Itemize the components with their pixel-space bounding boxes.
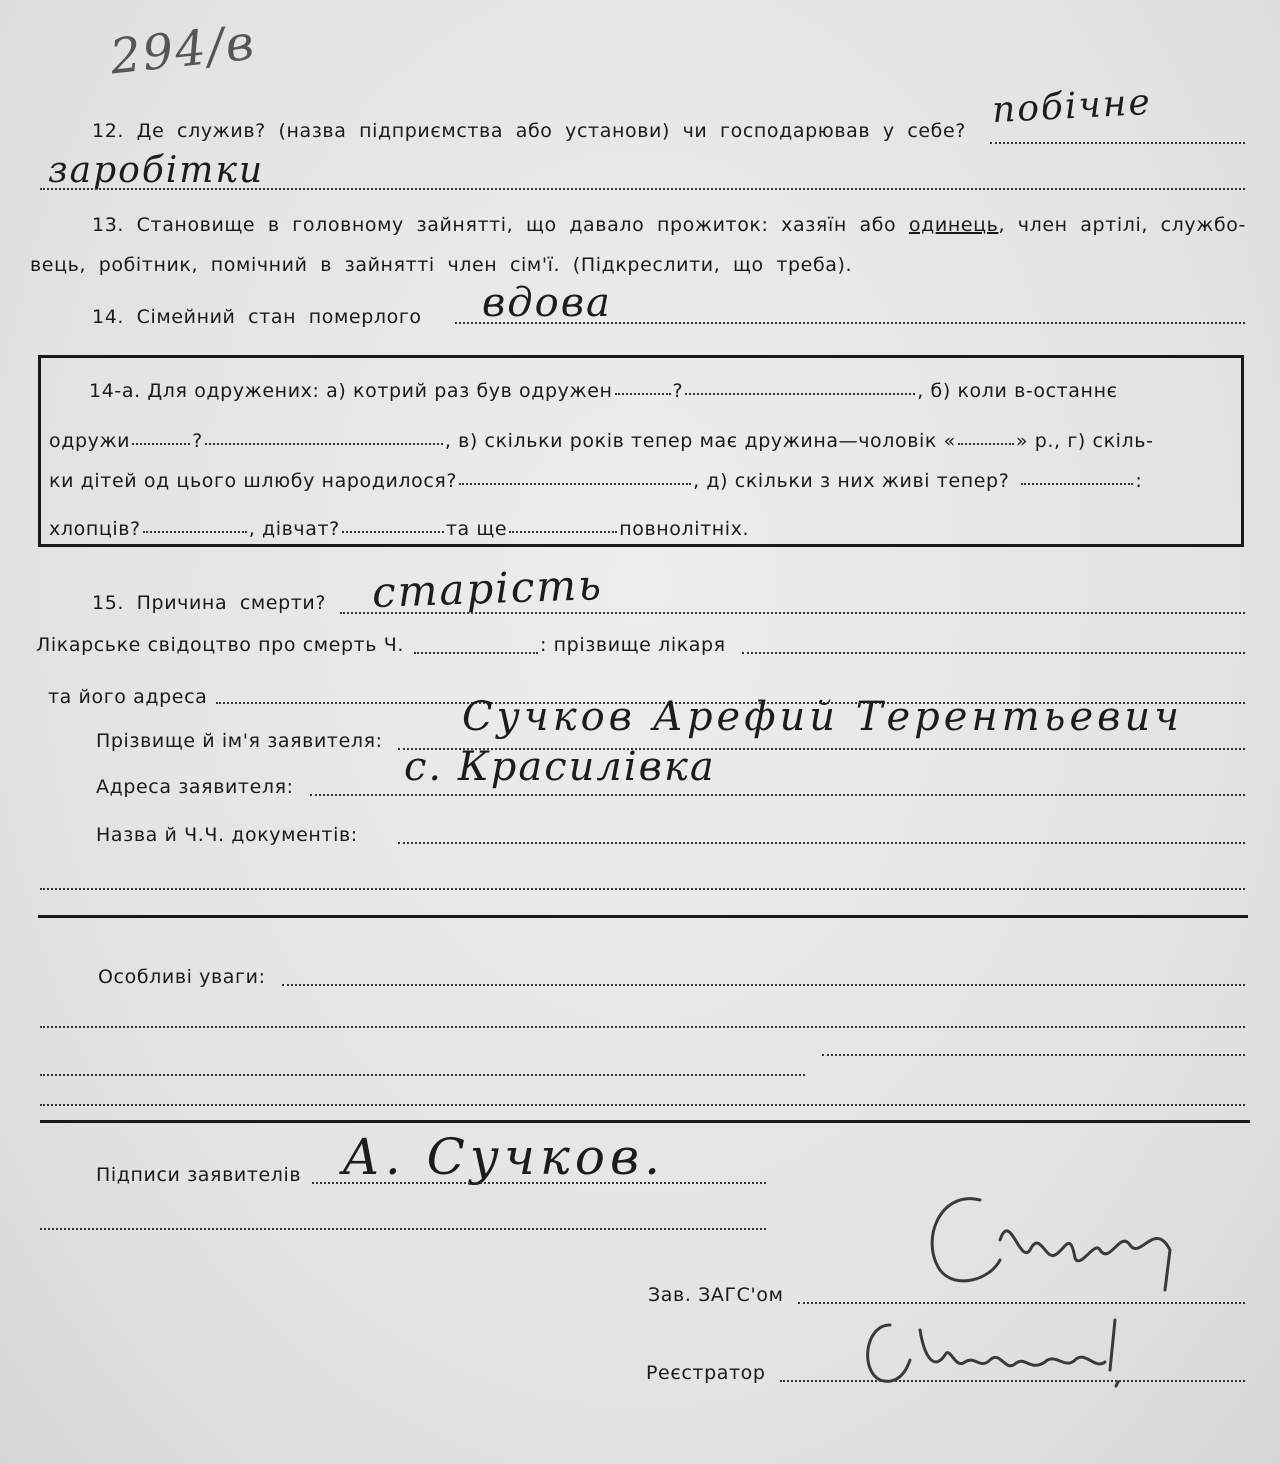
applicant-signature: А. Сучков. xyxy=(342,1128,665,1186)
q14a-l1-a: 14-а. Для одружених: а) котрий раз був одружен xyxy=(89,380,613,402)
q15-answer: старість xyxy=(371,559,604,618)
q14a-l4-b: , дівчат? xyxy=(248,518,340,540)
applicants-signature-label: Підписи заявителів xyxy=(96,1164,302,1186)
q14a-l3-c: : xyxy=(1135,470,1143,492)
q13-text-after: , член артілі, службо- xyxy=(998,214,1246,236)
q14a-l1-b: ? xyxy=(672,380,684,402)
remarks-line-3a xyxy=(40,1074,805,1076)
q14a-l2-a: одружи xyxy=(49,430,131,452)
q14a-fill-1 xyxy=(615,392,671,395)
q14a-l4-d: повнолітніх. xyxy=(619,518,750,540)
q14a-fill-4 xyxy=(205,442,443,445)
q14a-l2-c: , в) скільки років тепер має дружина—чоловік « xyxy=(444,430,956,452)
q14a-l3-b: , д) скільки з них живі тепер? xyxy=(693,470,1010,492)
q14a-line4 xyxy=(49,520,749,539)
medical-cert-label: Лікарське свідоцтво про смерть Ч. xyxy=(36,634,404,656)
applicant-docs-line-1 xyxy=(398,842,1245,844)
section-divider-2 xyxy=(40,1120,1250,1123)
q14a-fill-5 xyxy=(958,442,1014,445)
q13-underlined-option: одинець xyxy=(908,214,999,236)
q13-line2: вець, робітник, помічний в зайнятті член сім'ї. (Підкреслити, що треба). xyxy=(30,254,853,276)
zags-head-label: Зав. ЗАГС'ом xyxy=(648,1284,784,1306)
q15-label: 15. Причина смерти? xyxy=(92,592,327,614)
applicants-signature-line-2 xyxy=(40,1228,766,1230)
q14a-fill-6 xyxy=(459,482,691,485)
remarks-line-3b xyxy=(822,1054,1245,1056)
medical-doctor-label: : прізвище лікаря xyxy=(540,634,726,656)
q14-answer: вдова xyxy=(482,280,612,326)
applicant-address-label: Адреса заявителя: xyxy=(96,776,294,798)
q14a-l4-c: та ще xyxy=(445,518,508,540)
q14a-fill-9 xyxy=(342,530,444,533)
q13-text-before: 13. Становище в головному зайнятті, що давало прожиток: хазяїн або xyxy=(92,214,909,236)
q14a-l4-a: хлопців? xyxy=(49,518,141,540)
section-divider-1 xyxy=(38,915,1248,918)
q12-answer-line-2 xyxy=(40,188,1245,190)
q12-answer-line-1 xyxy=(990,142,1245,144)
applicant-name-label: Прізвище й ім'я заявителя: xyxy=(96,730,383,752)
applicant-docs-label: Назва й Ч.Ч. документів: xyxy=(96,824,358,846)
applicant-name-value: Сучков Арефий Терентьевич xyxy=(462,694,1184,740)
corner-archive-number: 294/в xyxy=(107,14,259,86)
q14a-l3-a: ки дітей од цього шлюбу народилося? xyxy=(49,470,458,492)
q13-line1 xyxy=(92,216,1246,235)
q14a-line1 xyxy=(89,382,1118,401)
remarks-line-4 xyxy=(40,1104,1245,1106)
applicant-address-line xyxy=(310,794,1245,796)
q14a-married-box xyxy=(38,355,1244,547)
q14a-fill-7 xyxy=(1021,482,1133,485)
registrar-signature-scribble xyxy=(850,1300,1180,1410)
remarks-line-2 xyxy=(40,1026,1245,1028)
zags-head-signature-scribble xyxy=(900,1170,1200,1310)
q14a-fill-10 xyxy=(509,530,617,533)
remarks-line-1 xyxy=(282,984,1245,986)
q14a-line3 xyxy=(49,472,1142,491)
q12-answer-part2: заробітки xyxy=(48,150,265,191)
q12-answer-part1: побічне xyxy=(991,81,1153,132)
q14-answer-line xyxy=(455,322,1245,324)
q12-label: 12. Де служив? (назва підприємства або установи) чи господарював у себе? xyxy=(92,120,966,142)
q14a-fill-2 xyxy=(685,392,915,395)
q14-label: 14. Сімейний стан померлого xyxy=(92,306,422,328)
applicant-docs-line-2 xyxy=(40,888,1245,890)
registrar-label: Реєстратор xyxy=(646,1362,766,1384)
medical-doctor-line xyxy=(742,652,1245,654)
medical-cert-number-line xyxy=(414,652,538,654)
q14a-fill-3 xyxy=(132,442,190,445)
q14a-l2-b: ? xyxy=(192,430,203,452)
applicants-signature-line-1 xyxy=(312,1182,766,1184)
q14a-line2 xyxy=(49,432,1154,451)
q15-answer-line xyxy=(340,612,1245,614)
remarks-label: Особливі уваги: xyxy=(98,966,266,988)
q14a-fill-8 xyxy=(143,530,247,533)
medical-address-label: та його адреса xyxy=(48,686,208,708)
q14a-l2-d: » р., г) скіль- xyxy=(1015,430,1154,452)
q14a-l1-c: , б) коли в-останнє xyxy=(917,380,1118,402)
applicant-address-value: с. Красилівка xyxy=(404,744,716,790)
